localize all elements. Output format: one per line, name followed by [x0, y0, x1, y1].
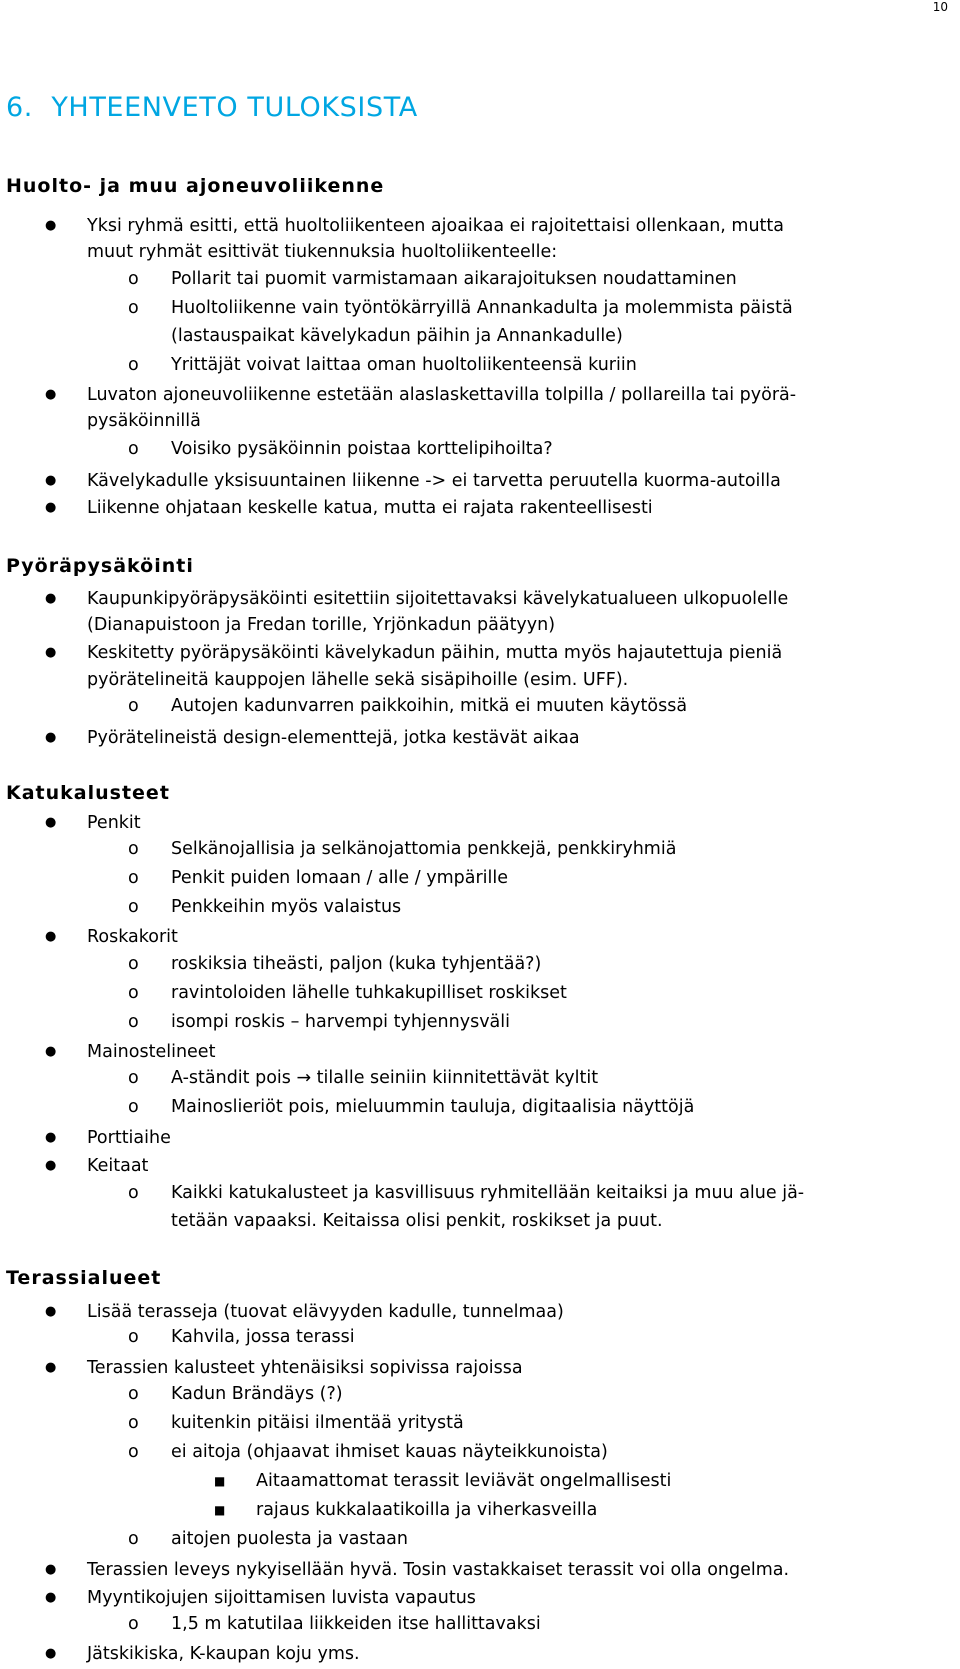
sub-sub-list-item: Aitaamattomat terassit leviävät ongelmallisesti: [256, 1471, 672, 1491]
sub-list-item: ei aitoja (ohjaavat ihmiset kauas näyteikkunoista): [171, 1442, 608, 1462]
bullet-icon: ●: [45, 387, 57, 402]
list-item: Keitaat: [87, 1156, 149, 1176]
section-heading: Katukalusteet: [6, 782, 170, 804]
sub-sub-list-item: rajaus kukkalaatikoilla ja viherkasveilla: [256, 1500, 598, 1520]
circle-bullet-icon: o: [128, 269, 139, 289]
bullet-icon: ●: [45, 1646, 57, 1661]
bullet-icon: ●: [45, 500, 57, 515]
list-item: Myyntikojujen sijoittamisen luvista vapautus: [87, 1588, 476, 1608]
list-item-continuation: (Dianapuistoon ja Fredan torille, Yrjönkadun päätyyn): [87, 615, 556, 635]
circle-bullet-icon: o: [128, 355, 139, 375]
square-bullet-icon: ■: [214, 1474, 226, 1488]
list-item: Mainostelineet: [87, 1042, 216, 1062]
bullet-icon: ●: [45, 1158, 57, 1173]
sub-list-item: aitojen puolesta ja vastaan: [171, 1529, 408, 1549]
bullet-icon: ●: [45, 1562, 57, 1577]
sub-list-item: Voisiko pysäköinnin poistaa korttelipihoilta?: [171, 439, 553, 459]
bullet-icon: ●: [45, 730, 57, 745]
sub-list-item: kuitenkin pitäisi ilmentää yritystä: [171, 1413, 464, 1433]
sub-list-item: Autojen kadunvarren paikkoihin, mitkä ei muuten käytössä: [171, 696, 688, 716]
bullet-icon: ●: [45, 1304, 57, 1319]
bullet-icon: ●: [45, 1590, 57, 1605]
circle-bullet-icon: o: [128, 1068, 139, 1088]
sub-list-item: Penkkeihin myös valaistus: [171, 897, 402, 917]
bullet-icon: ●: [45, 929, 57, 944]
circle-bullet-icon: o: [128, 839, 139, 859]
list-item: Kaupunkipyöräpysäköinti esitettiin sijoitettavaksi kävelykatualueen ulkopuolelle: [87, 589, 789, 609]
sub-list-item: Selkänojallisia ja selkänojattomia penkkejä, penkkiryhmiä: [171, 839, 677, 859]
circle-bullet-icon: o: [128, 439, 139, 459]
circle-bullet-icon: o: [128, 1097, 139, 1117]
list-item: Terassien leveys nykyisellään hyvä. Tosin vastakkaiset terassit voi olla ongelma.: [87, 1560, 790, 1580]
list-item: Luvaton ajoneuvoliikenne estetään alaslaskettavilla tolpilla / pollareilla tai pyörä-: [87, 385, 797, 405]
sub-list-item: roskiksia tiheästi, paljon (kuka tyhjentää?): [171, 954, 542, 974]
bullet-icon: ●: [45, 1130, 57, 1145]
list-item: Keskitetty pyöräpysäköinti kävelykadun päihin, mutta myös hajautettuja pieniä: [87, 643, 783, 663]
sub-list-item: Huoltoliikenne vain työntökärryillä Annankadulta ja molemmista päistä: [171, 298, 793, 318]
page-number: 10: [932, 0, 948, 14]
sub-list-item: Kaikki katukalusteet ja kasvillisuus ryhmitellään keitaiksi ja muu alue jä-: [171, 1183, 805, 1203]
circle-bullet-icon: o: [128, 1012, 139, 1032]
sub-list-item: Kadun Brändäys (?): [171, 1384, 343, 1404]
list-item: Penkit: [87, 813, 141, 833]
circle-bullet-icon: o: [128, 1183, 139, 1203]
bullet-icon: ●: [45, 591, 57, 606]
list-item: Pyörätelineistä design-elementtejä, jotka kestävät aikaa: [87, 728, 580, 748]
circle-bullet-icon: o: [128, 983, 139, 1003]
bullet-icon: ●: [45, 473, 57, 488]
sub-list-item-continuation: (lastauspaikat kävelykadun päihin ja Annankadulle): [171, 326, 623, 346]
circle-bullet-icon: o: [128, 1413, 139, 1433]
sub-list-item-continuation: tetään vapaaksi. Keitaissa olisi penkit, roskikset ja puut.: [171, 1211, 663, 1231]
sub-list-item: Mainoslieriöt pois, mieluummin tauluja, digitaalisia näyttöjä: [171, 1097, 695, 1117]
sub-list-item: ravintoloiden lähelle tuhkakupilliset roskikset: [171, 983, 567, 1003]
circle-bullet-icon: o: [128, 1529, 139, 1549]
section-heading: Terassialueet: [6, 1267, 162, 1289]
circle-bullet-icon: o: [128, 1327, 139, 1347]
sub-list-item: Yrittäjät voivat laittaa oman huoltoliikenteensä kuriin: [171, 355, 637, 375]
bullet-icon: ●: [45, 1360, 57, 1375]
circle-bullet-icon: o: [128, 868, 139, 888]
sub-list-item: A-ständit pois → tilalle seiniin kiinnitettävät kyltit: [171, 1068, 599, 1088]
list-item: Kävelykadulle yksisuuntainen liikenne -> ei tarvetta peruutella kuorma-autoilla: [87, 471, 781, 491]
sub-list-item: Kahvila, jossa terassi: [171, 1327, 355, 1347]
list-item: Jätskikiska, K-kaupan koju yms.: [87, 1644, 360, 1664]
circle-bullet-icon: o: [128, 1614, 139, 1634]
list-item: Roskakorit: [87, 927, 178, 947]
circle-bullet-icon: o: [128, 696, 139, 716]
section-heading: Huolto- ja muu ajoneuvoliikenne: [6, 175, 385, 197]
list-item: Yksi ryhmä esitti, että huoltoliikenteen ajoaikaa ei rajoitettaisi ollenkaan, mutta: [87, 216, 785, 236]
bullet-icon: ●: [45, 1044, 57, 1059]
sub-list-item: Penkit puiden lomaan / alle / ympärille: [171, 868, 508, 888]
list-item: Lisää terasseja (tuovat elävyyden kadulle, tunnelmaa): [87, 1302, 564, 1322]
list-item-continuation: pyörätelineitä kauppojen lähelle sekä sisäpihoille (esim. UFF).: [87, 670, 629, 690]
sub-list-item: Pollarit tai puomit varmistamaan aikarajoituksen noudattaminen: [171, 269, 737, 289]
circle-bullet-icon: o: [128, 1442, 139, 1462]
list-item-continuation: pysäköinnillä: [87, 411, 201, 431]
list-item: Terassien kalusteet yhtenäisiksi sopivissa rajoissa: [87, 1358, 523, 1378]
sub-list-item: 1,5 m katutilaa liikkeiden itse hallittavaksi: [171, 1614, 541, 1634]
list-item: Porttiaihe: [87, 1128, 171, 1148]
list-item-continuation: muut ryhmät esittivät tiukennuksia huoltoliikenteelle:: [87, 242, 558, 262]
circle-bullet-icon: o: [128, 897, 139, 917]
section-heading: Pyöräpysäköinti: [6, 555, 194, 577]
circle-bullet-icon: o: [128, 298, 139, 318]
square-bullet-icon: ■: [214, 1503, 226, 1517]
page-title: 6. YHTEENVETO TULOKSISTA: [6, 92, 418, 123]
circle-bullet-icon: o: [128, 954, 139, 974]
bullet-icon: ●: [45, 645, 57, 660]
bullet-icon: ●: [45, 815, 57, 830]
bullet-icon: ●: [45, 218, 57, 233]
sub-list-item: isompi roskis – harvempi tyhjennysväli: [171, 1012, 511, 1032]
circle-bullet-icon: o: [128, 1384, 139, 1404]
list-item: Liikenne ohjataan keskelle katua, mutta ei rajata rakenteellisesti: [87, 498, 653, 518]
